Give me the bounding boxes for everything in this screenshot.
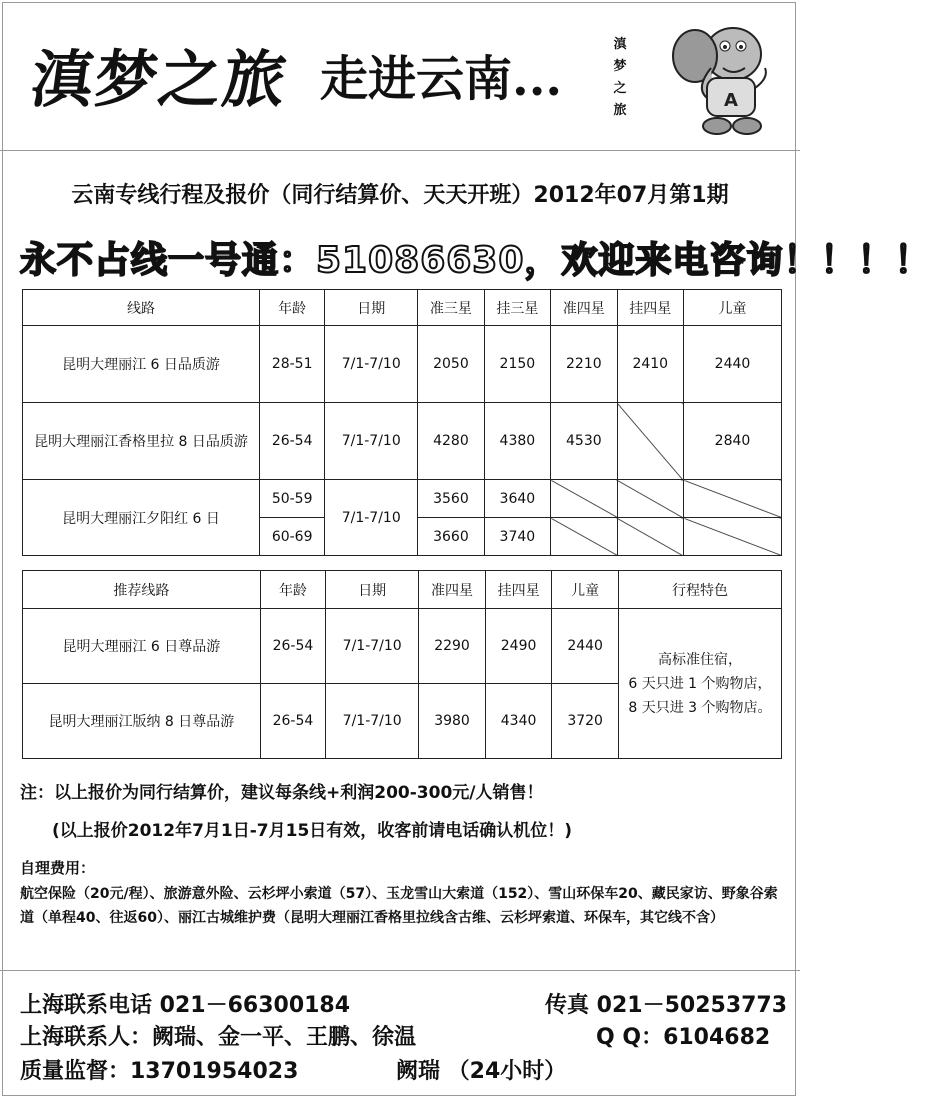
route-cell: 昆明大理丽江版纳 8 日尊品游 xyxy=(23,684,261,759)
date-cell: 7/1-7/10 xyxy=(326,609,419,684)
age-cell: 60-69 xyxy=(260,518,325,556)
validity-note: (以上报价2012年7月1日-7月15日有效，收客前请电话确认机位！) xyxy=(52,821,573,841)
not-applicable-cell xyxy=(684,518,782,556)
price-cell: 3560 xyxy=(418,480,484,518)
vertical-brand-char: 旅 xyxy=(613,103,627,118)
page-headline: 云南专线行程及报价（同行结算价、天天开班）2012年07月第1期 xyxy=(71,183,729,208)
feature-line: 高标准住宿， xyxy=(657,651,742,668)
self-pay-text: 航空保险（20元/程）、旅游意外险、云杉坪小索道（57）、玉龙雪山大索道（152）、雪山环保车20、藏民家访、野象谷索道（单程40、往返60）、丽江古城维护费（昆明大理丽江香格里拉线含古维、云杉坪索道、环保车，其它线不含） xyxy=(20,886,778,926)
price-cell: 2210 xyxy=(551,326,617,403)
price-cell: 4380 xyxy=(484,403,550,480)
vertical-brand xyxy=(612,34,628,122)
quality-supervisor: 质量监督：13701954023 xyxy=(20,1059,299,1084)
price-table-premium xyxy=(22,570,782,759)
price-cell: 4530 xyxy=(551,403,617,480)
age-cell: 28-51 xyxy=(260,326,325,403)
table-header-row xyxy=(23,290,782,326)
price-cell: 2050 xyxy=(418,326,484,403)
contact-fax: 传真 021－50253773 xyxy=(545,993,788,1018)
brand-title: 滇梦之旅 xyxy=(26,43,293,116)
price-cell: 3640 xyxy=(484,480,550,518)
price-cell: 2410 xyxy=(617,326,683,403)
table-row xyxy=(23,403,782,480)
column-header: 儿童 xyxy=(684,290,782,326)
price-cell: 3660 xyxy=(418,518,484,556)
column-header: 准四星 xyxy=(551,290,617,326)
vertical-brand-char: 之 xyxy=(613,81,627,96)
contact-phone: 上海联系电话 021－66300184 xyxy=(20,993,351,1018)
column-header: 挂三星 xyxy=(484,290,550,326)
child-price-cell: 2440 xyxy=(552,609,619,684)
column-header: 行程特色 xyxy=(618,571,781,609)
features-cell xyxy=(618,609,781,759)
age-cell: 26-54 xyxy=(260,609,325,684)
child-price-cell: 2440 xyxy=(684,326,782,403)
not-applicable-cell xyxy=(617,480,683,518)
self-pay-title: 自理费用： xyxy=(20,859,96,877)
column-header: 年龄 xyxy=(260,290,325,326)
mascot-letter: A xyxy=(724,90,738,111)
age-cell: 26-54 xyxy=(260,403,325,480)
price-cell: 4340 xyxy=(485,684,552,759)
date-cell: 7/1-7/10 xyxy=(326,684,419,759)
contact-qq: Q Q：6104682 xyxy=(596,1025,771,1050)
not-applicable-cell xyxy=(551,480,617,518)
column-header: 年龄 xyxy=(260,571,325,609)
vertical-brand-char: 梦 xyxy=(613,59,627,74)
column-header: 线路 xyxy=(23,290,260,326)
route-cell: 昆明大理丽江香格里拉 8 日品质游 xyxy=(23,403,260,480)
child-price-cell: 3720 xyxy=(552,684,619,759)
date-cell: 7/1-7/10 xyxy=(325,403,418,480)
child-price-cell: 2840 xyxy=(684,403,782,480)
price-cell: 3740 xyxy=(484,518,550,556)
age-cell: 26-54 xyxy=(260,684,325,759)
column-header: 儿童 xyxy=(552,571,619,609)
not-applicable-cell xyxy=(684,480,782,518)
price-cell: 2290 xyxy=(419,609,486,684)
price-cell: 2150 xyxy=(484,326,550,403)
divider xyxy=(0,970,800,971)
column-header: 推荐线路 xyxy=(23,571,261,609)
table-row xyxy=(23,609,782,684)
table-row xyxy=(23,326,782,403)
date-cell: 7/1-7/10 xyxy=(325,480,418,556)
contact-people: 上海联系人：阙瑞、金一平、王鹏、徐温 xyxy=(20,1025,417,1050)
hotline-banner: 永不占线一号通：51086630，欢迎来电咨询！！！！ xyxy=(20,240,931,281)
self-pay-section xyxy=(20,856,780,930)
column-header: 准四星 xyxy=(419,571,486,609)
column-header: 日期 xyxy=(326,571,419,609)
route-cell: 昆明大理丽江 6 日尊品游 xyxy=(23,609,261,684)
supervisor-name: 阙瑞 （24小时） xyxy=(396,1059,567,1084)
price-note: 注：以上报价为同行结算价，建议每条线+利润200-300元/人销售！ xyxy=(20,783,544,803)
elephant-mascot-icon xyxy=(665,18,775,143)
route-cell: 昆明大理丽江夕阳红 6 日 xyxy=(23,480,260,556)
price-cell: 3980 xyxy=(419,684,486,759)
not-applicable-cell xyxy=(617,403,683,480)
date-cell: 7/1-7/10 xyxy=(325,326,418,403)
column-header: 挂四星 xyxy=(617,290,683,326)
table-header-row xyxy=(23,571,782,609)
not-applicable-cell xyxy=(551,518,617,556)
slogan: 走进云南... xyxy=(320,51,563,107)
not-applicable-cell xyxy=(617,518,683,556)
column-header: 准三星 xyxy=(418,290,484,326)
table-row xyxy=(23,480,782,518)
age-cell: 50-59 xyxy=(260,480,325,518)
price-cell: 2490 xyxy=(485,609,552,684)
feature-line: 8 天只进 3 个购物店。 xyxy=(628,699,772,716)
column-header: 挂四星 xyxy=(485,571,552,609)
column-header: 日期 xyxy=(325,290,418,326)
price-table-standard xyxy=(22,289,782,556)
route-cell: 昆明大理丽江 6 日品质游 xyxy=(23,326,260,403)
feature-line: 6 天只进 1 个购物店， xyxy=(628,675,772,692)
price-cell: 4280 xyxy=(418,403,484,480)
header xyxy=(0,0,800,151)
vertical-brand-char: 滇 xyxy=(613,37,627,52)
